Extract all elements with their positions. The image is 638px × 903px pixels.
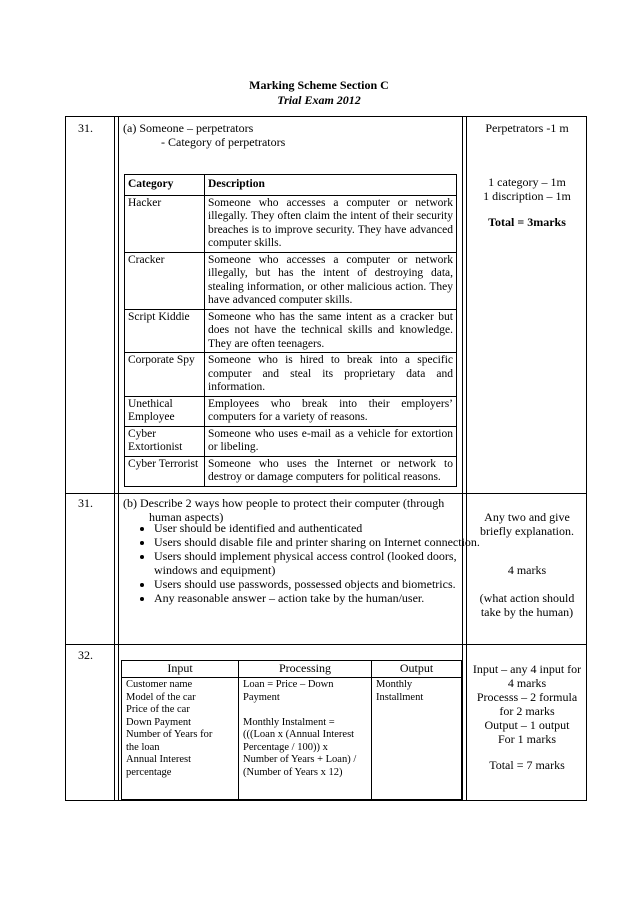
perpetrator-category-table xyxy=(124,174,457,487)
processing-line: Monthly Instalment = xyxy=(243,716,335,728)
output-cell xyxy=(372,678,462,800)
protection-methods-list xyxy=(134,521,484,605)
marks-note: take by the human) xyxy=(480,605,574,619)
input-line: Price of the car xyxy=(126,704,190,715)
marking-scheme-table xyxy=(65,116,587,801)
category-cell: Cracker xyxy=(125,252,205,309)
marks-text: 4 marks xyxy=(507,676,547,690)
description-cell: Someone who uses e-mail as a vehicle for extortion or libeling. xyxy=(205,426,457,456)
input-line: percentage xyxy=(126,766,172,778)
marks-text: For 1 marks xyxy=(498,732,556,746)
processing-line: Number of Years + Loan) / xyxy=(243,754,357,765)
marks-text: briefly explanation. xyxy=(480,524,574,538)
table-row xyxy=(125,309,457,353)
page-title: Marking Scheme Section C xyxy=(249,78,389,92)
marks-perpetrators: Perpetrators -1 m xyxy=(485,121,569,135)
marks-total: Total = 7 marks xyxy=(489,758,565,772)
marks-text: Any two and give xyxy=(484,510,570,524)
category-cell: Cyber Terrorist xyxy=(125,456,205,486)
question-number: 31. xyxy=(78,121,93,135)
ipo-table xyxy=(121,660,462,800)
table-row xyxy=(125,426,457,456)
list-item: • Users should use passwords, possessed objects and biometrics. xyxy=(154,577,484,591)
description-cell: Someone who accesses a computer or network illegally, but has the intent of destroying data, stealing information, or other malicious action. They have advanced computer skills. xyxy=(205,252,457,309)
table-header-row xyxy=(122,661,462,678)
input-line: Annual Interest xyxy=(126,754,192,765)
marks-total: Total = 3marks xyxy=(488,215,566,229)
column-header-description: Description xyxy=(205,175,457,196)
table-row xyxy=(125,252,457,309)
category-cell: Cyber Extortionist xyxy=(125,426,205,456)
input-cell xyxy=(122,678,239,800)
input-line: Customer name xyxy=(126,679,193,690)
processing-line: Percentage / 100)) x xyxy=(243,741,328,753)
page-subtitle: Trial Exam 2012 xyxy=(277,93,361,107)
list-item: • User should be identified and authenticated xyxy=(154,521,484,535)
marks-description: 1 discription – 1m xyxy=(483,189,571,203)
processing-line: (Number of Years x 12) xyxy=(243,766,343,778)
category-cell: Unethical Employee xyxy=(125,396,205,426)
category-cell: Script Kiddie xyxy=(125,309,205,353)
page-header xyxy=(0,78,638,108)
description-cell: Someone who accesses a computer or network illegally. They often claim the intent of their security breaches is to improve security. They have advanced computer skills. xyxy=(205,195,457,252)
description-cell: Someone who is hired to break into a specific computer and steal its proprietary data and information. xyxy=(205,353,457,397)
processing-line: Loan = Price – Down xyxy=(243,679,334,690)
column-divider xyxy=(462,117,463,800)
column-header-output: Output xyxy=(372,661,462,678)
table-row xyxy=(122,678,462,800)
table-row xyxy=(125,195,457,252)
column-header-category: Category xyxy=(125,175,205,196)
processing-cell xyxy=(239,678,372,800)
input-line: Number of Years for xyxy=(126,729,213,740)
marks-category: 1 category – 1m xyxy=(488,175,566,189)
row-divider xyxy=(66,493,586,494)
output-line: Installment xyxy=(376,691,424,703)
table-row xyxy=(125,353,457,397)
list-item: • Users should implement physical access control (looked doors, windows and equipment) xyxy=(154,549,484,577)
question-text: (b) Describe 2 ways how people to protect their computer (through xyxy=(123,496,445,510)
category-cell: Hacker xyxy=(125,195,205,252)
table-row xyxy=(125,456,457,486)
description-cell: Someone who uses the Internet or network to destroy or damage computers for political reasons. xyxy=(205,456,457,486)
marks-text: Output – 1 output xyxy=(484,718,570,732)
question-subtext: - Category of perpetrators xyxy=(161,135,286,149)
table-header-row xyxy=(125,175,457,196)
column-header-input: Input xyxy=(122,661,239,678)
marks-value: 4 marks xyxy=(507,563,547,577)
processing-spacer xyxy=(243,704,367,717)
processing-line: (((Loan x (Annual Interest xyxy=(243,729,355,740)
description-cell: Employees who break into their employers’ computers for a variety of reasons. xyxy=(205,396,457,426)
column-divider xyxy=(118,117,119,800)
column-header-processing: Processing xyxy=(239,661,372,678)
category-cell: Corporate Spy xyxy=(125,353,205,397)
row-divider xyxy=(66,644,586,645)
input-line: Model of the car xyxy=(126,691,196,703)
question-number: 31. xyxy=(78,496,93,510)
input-line: Down Payment xyxy=(126,716,192,728)
marks-text: for 2 marks xyxy=(499,704,555,718)
marks-text: Processs – 2 formula xyxy=(476,690,578,704)
list-item: • Users should disable file and printer sharing on Internet connection. xyxy=(154,535,484,549)
question-number: 32. xyxy=(78,648,93,662)
column-divider xyxy=(114,117,115,800)
question-text-cont: human aspects) xyxy=(149,510,224,524)
question-text: (a) Someone – perpetrators xyxy=(123,121,254,135)
input-line: the loan xyxy=(126,741,160,753)
output-line: Monthly xyxy=(376,679,413,690)
marks-text: Input – any 4 input for xyxy=(472,662,582,676)
marks-note: (what action should xyxy=(479,591,575,605)
description-cell: Someone who has the same intent as a cracker but does not have the technical skills and knowledge. They are often teenagers. xyxy=(205,309,457,353)
processing-line: Payment xyxy=(243,691,280,703)
table-row xyxy=(125,396,457,426)
list-item: • Any reasonable answer – action take by the human/user. xyxy=(154,591,484,605)
